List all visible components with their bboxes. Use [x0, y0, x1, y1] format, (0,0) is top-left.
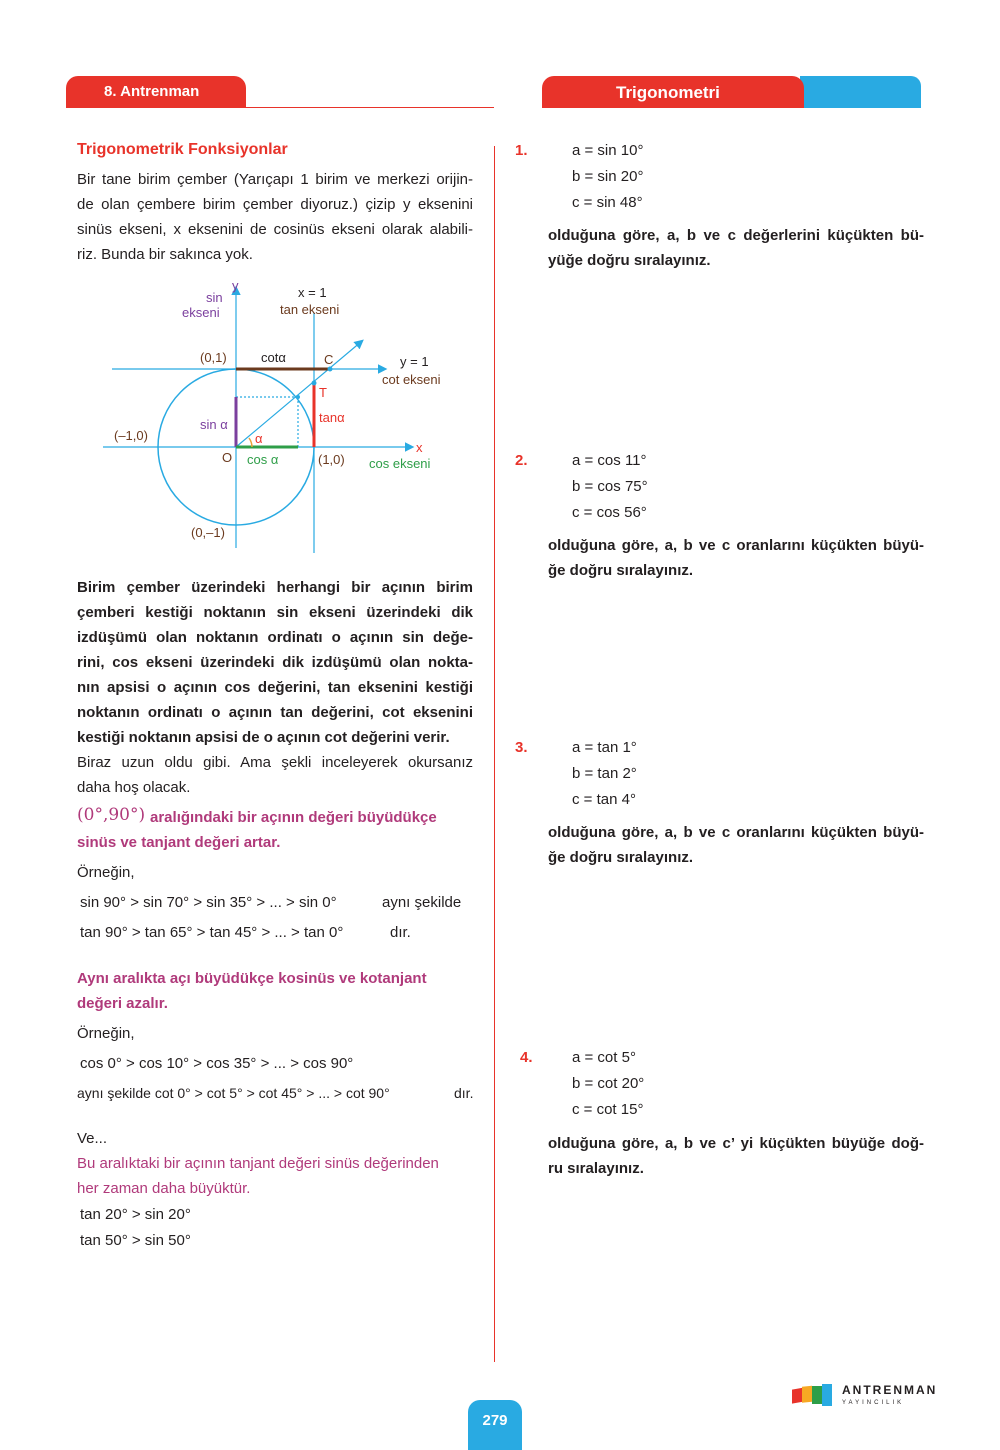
point-t [312, 381, 317, 386]
t-label: T [319, 385, 327, 400]
question-given: b = cot 20° [572, 1075, 645, 1092]
tan-sin-example: tan 50° > sin 50° [80, 1232, 191, 1249]
definition-line: izdüşümü olan noktanın ordinatı o açının sin değe- [77, 629, 473, 646]
definition-paragraph [77, 575, 473, 750]
publisher-logo-icon [790, 1380, 840, 1414]
header-rule [66, 107, 494, 108]
decrease-rule-line: değeri azalır. [77, 995, 168, 1012]
tan-sin-rule-line: Bu aralıktaki bir açının tanjant değeri sinüs değerinden [77, 1155, 439, 1172]
example-label: Örneğin, [77, 1025, 135, 1042]
intro-line: Bir tane birim çember (Yarıçapı 1 birim ve merkezi orijin- [77, 171, 473, 188]
question-text [548, 533, 924, 583]
question-text-line: ğe doğru sıralayınız. [548, 562, 694, 579]
intro-line: riz. Bunda bir sakınca yok. [77, 246, 253, 263]
question-given: b = sin 20° [572, 168, 644, 185]
cos-axis-label: cos ekseni [369, 456, 431, 471]
section-tab [66, 76, 246, 108]
question-text-line: olduğuna göre, a, b ve c oranlarını küçükten büyü- [548, 537, 924, 554]
column-divider [494, 146, 495, 1362]
section-heading: Trigonometrik Fonksiyonlar [77, 141, 288, 158]
decrease-rule [77, 966, 427, 1016]
increase-rule: sinüs ve tanjant değeri artar. [77, 834, 281, 851]
publisher-logo-subtext: YAYINCILIK [842, 1400, 905, 1406]
question-text [548, 1131, 924, 1181]
question-text [548, 820, 924, 870]
question-given: a = cos 11° [572, 452, 647, 469]
point-0m1-label: (0,–1) [191, 525, 225, 540]
point-c [328, 367, 333, 372]
increase-rule: aralığındaki bir açının değeri büyüdükçe [150, 809, 437, 826]
question-given: b = cos 75° [572, 478, 648, 495]
cot-axis-label: cot ekseni [382, 372, 441, 387]
circle-point [296, 395, 300, 399]
alpha-label: α [255, 431, 263, 446]
definition-line: nın apsisi o açının cos değerini, tan eksenini kestiği [77, 679, 473, 696]
tan-sin-rule [77, 1151, 439, 1201]
y-label: y [232, 278, 239, 293]
question-given: c = tan 4° [572, 791, 636, 808]
page-number-badge [468, 1400, 522, 1450]
note-paragraph [77, 750, 473, 800]
definition-line: kestiği noktanın apsisi de o açının cot değerini verir. [77, 729, 450, 746]
question-text-line: ğe doğru sıralayınız. [548, 849, 694, 866]
note-line: Biraz uzun oldu gibi. Ama şekli inceleyerek okursanız [77, 754, 473, 771]
section-title: 8. Antrenman [104, 83, 200, 100]
question-given: a = sin 10° [572, 142, 644, 159]
publisher-logo-text: ANTRENMAN [842, 1383, 938, 1397]
question-given: c = sin 48° [572, 194, 643, 211]
example-label: Örneğin, [77, 864, 135, 881]
question-given: a = cot 5° [572, 1049, 636, 1066]
note-line: daha hoş olacak. [77, 779, 191, 796]
sin-axis-label: sin [206, 290, 223, 305]
definition-line: noktanın ordinatı o açının tan değerini, cot eksenini [77, 704, 473, 721]
question-number: 3. [515, 739, 528, 756]
tan-axis-label: tan ekseni [280, 302, 340, 317]
definition-line: rini, cos ekseni üzerindeki dik izdüşümü olan nokta- [77, 654, 473, 671]
tan-example: tan 90° > tan 65° > tan 45° > ... > tan 0° [80, 924, 344, 941]
cos-label: cos α [247, 452, 279, 467]
tan-sin-example: tan 20° > sin 20° [80, 1206, 191, 1223]
decrease-rule-line: Aynı aralıkta açı büyüdükçe kosinüs ve kotanjant [77, 970, 427, 987]
question-given: b = tan 2° [572, 765, 637, 782]
example-tail: dır. [454, 1085, 474, 1101]
definition-line: Birim çember üzerindeki herhangi bir açının birim [77, 579, 473, 596]
sin-label: sin α [200, 417, 228, 432]
tan-label: tanα [319, 410, 345, 425]
point-m10-label: (–1,0) [114, 428, 148, 443]
question-text-line: olduğuna göre, a, b ve c oranlarını küçükten büyü- [548, 824, 924, 841]
question-text-line: yüğe doğru sıralayınız. [548, 252, 711, 269]
c-label: C [324, 352, 334, 367]
interval: (0°,90°) [77, 805, 146, 825]
question-text [548, 223, 924, 273]
point-10-label: (1,0) [318, 452, 345, 467]
question-given: c = cot 15° [572, 1101, 644, 1118]
x1-label: x = 1 [298, 285, 327, 300]
intro-line: de olan çembere birim çember diyoruz.) çizip y eksenini [77, 196, 473, 213]
intro-line: sinüs ekseni, x eksenini de cosinüs ekseni olarak alabili- [77, 221, 473, 238]
intro-paragraph [77, 167, 473, 267]
question-text-line: olduğuna göre, a, b ve c’ yi küçükten büyüğe doğ- [548, 1135, 924, 1152]
cot-label: cotα [261, 350, 286, 365]
question-number: 2. [515, 452, 528, 469]
x-label: x [416, 440, 423, 455]
question-number: 4. [520, 1049, 533, 1066]
question-given: c = cos 56° [572, 504, 647, 521]
sin-axis-label: ekseni [182, 305, 220, 320]
point-01-label: (0,1) [200, 350, 227, 365]
sin-example: sin 90° > sin 70° > sin 35° > ... > sin 0° [80, 894, 337, 911]
tan-sin-rule-line: her zaman daha büyüktür. [77, 1180, 251, 1197]
subject-title: Trigonometri [616, 83, 720, 102]
y1-label: y = 1 [400, 354, 429, 369]
question-number: 1. [515, 142, 528, 159]
question-given: a = tan 1° [572, 739, 637, 756]
unit-circle-diagram [100, 278, 460, 558]
cot-example: aynı şekilde cot 0° > cot 5° > cot 45° > ... > cot 90° [77, 1085, 390, 1101]
ve-label: Ve... [77, 1130, 108, 1147]
page-number: 279 [482, 1412, 508, 1429]
subject-tab-accent [800, 76, 921, 108]
question-text-line: ru sıralayınız. [548, 1160, 644, 1177]
example-tail: dır. [390, 924, 411, 941]
cos-example: cos 0° > cos 10° > cos 35° > ... > cos 90° [80, 1055, 354, 1072]
example-tail: aynı şekilde [382, 894, 462, 911]
origin-label: O [222, 450, 233, 465]
question-text-line: olduğuna göre, a, b ve c değerlerini küçükten bü- [548, 227, 924, 244]
subject-tab [542, 76, 804, 108]
definition-line: çemberi kestiği noktanın sin ekseni üzerindeki dik [77, 604, 473, 621]
